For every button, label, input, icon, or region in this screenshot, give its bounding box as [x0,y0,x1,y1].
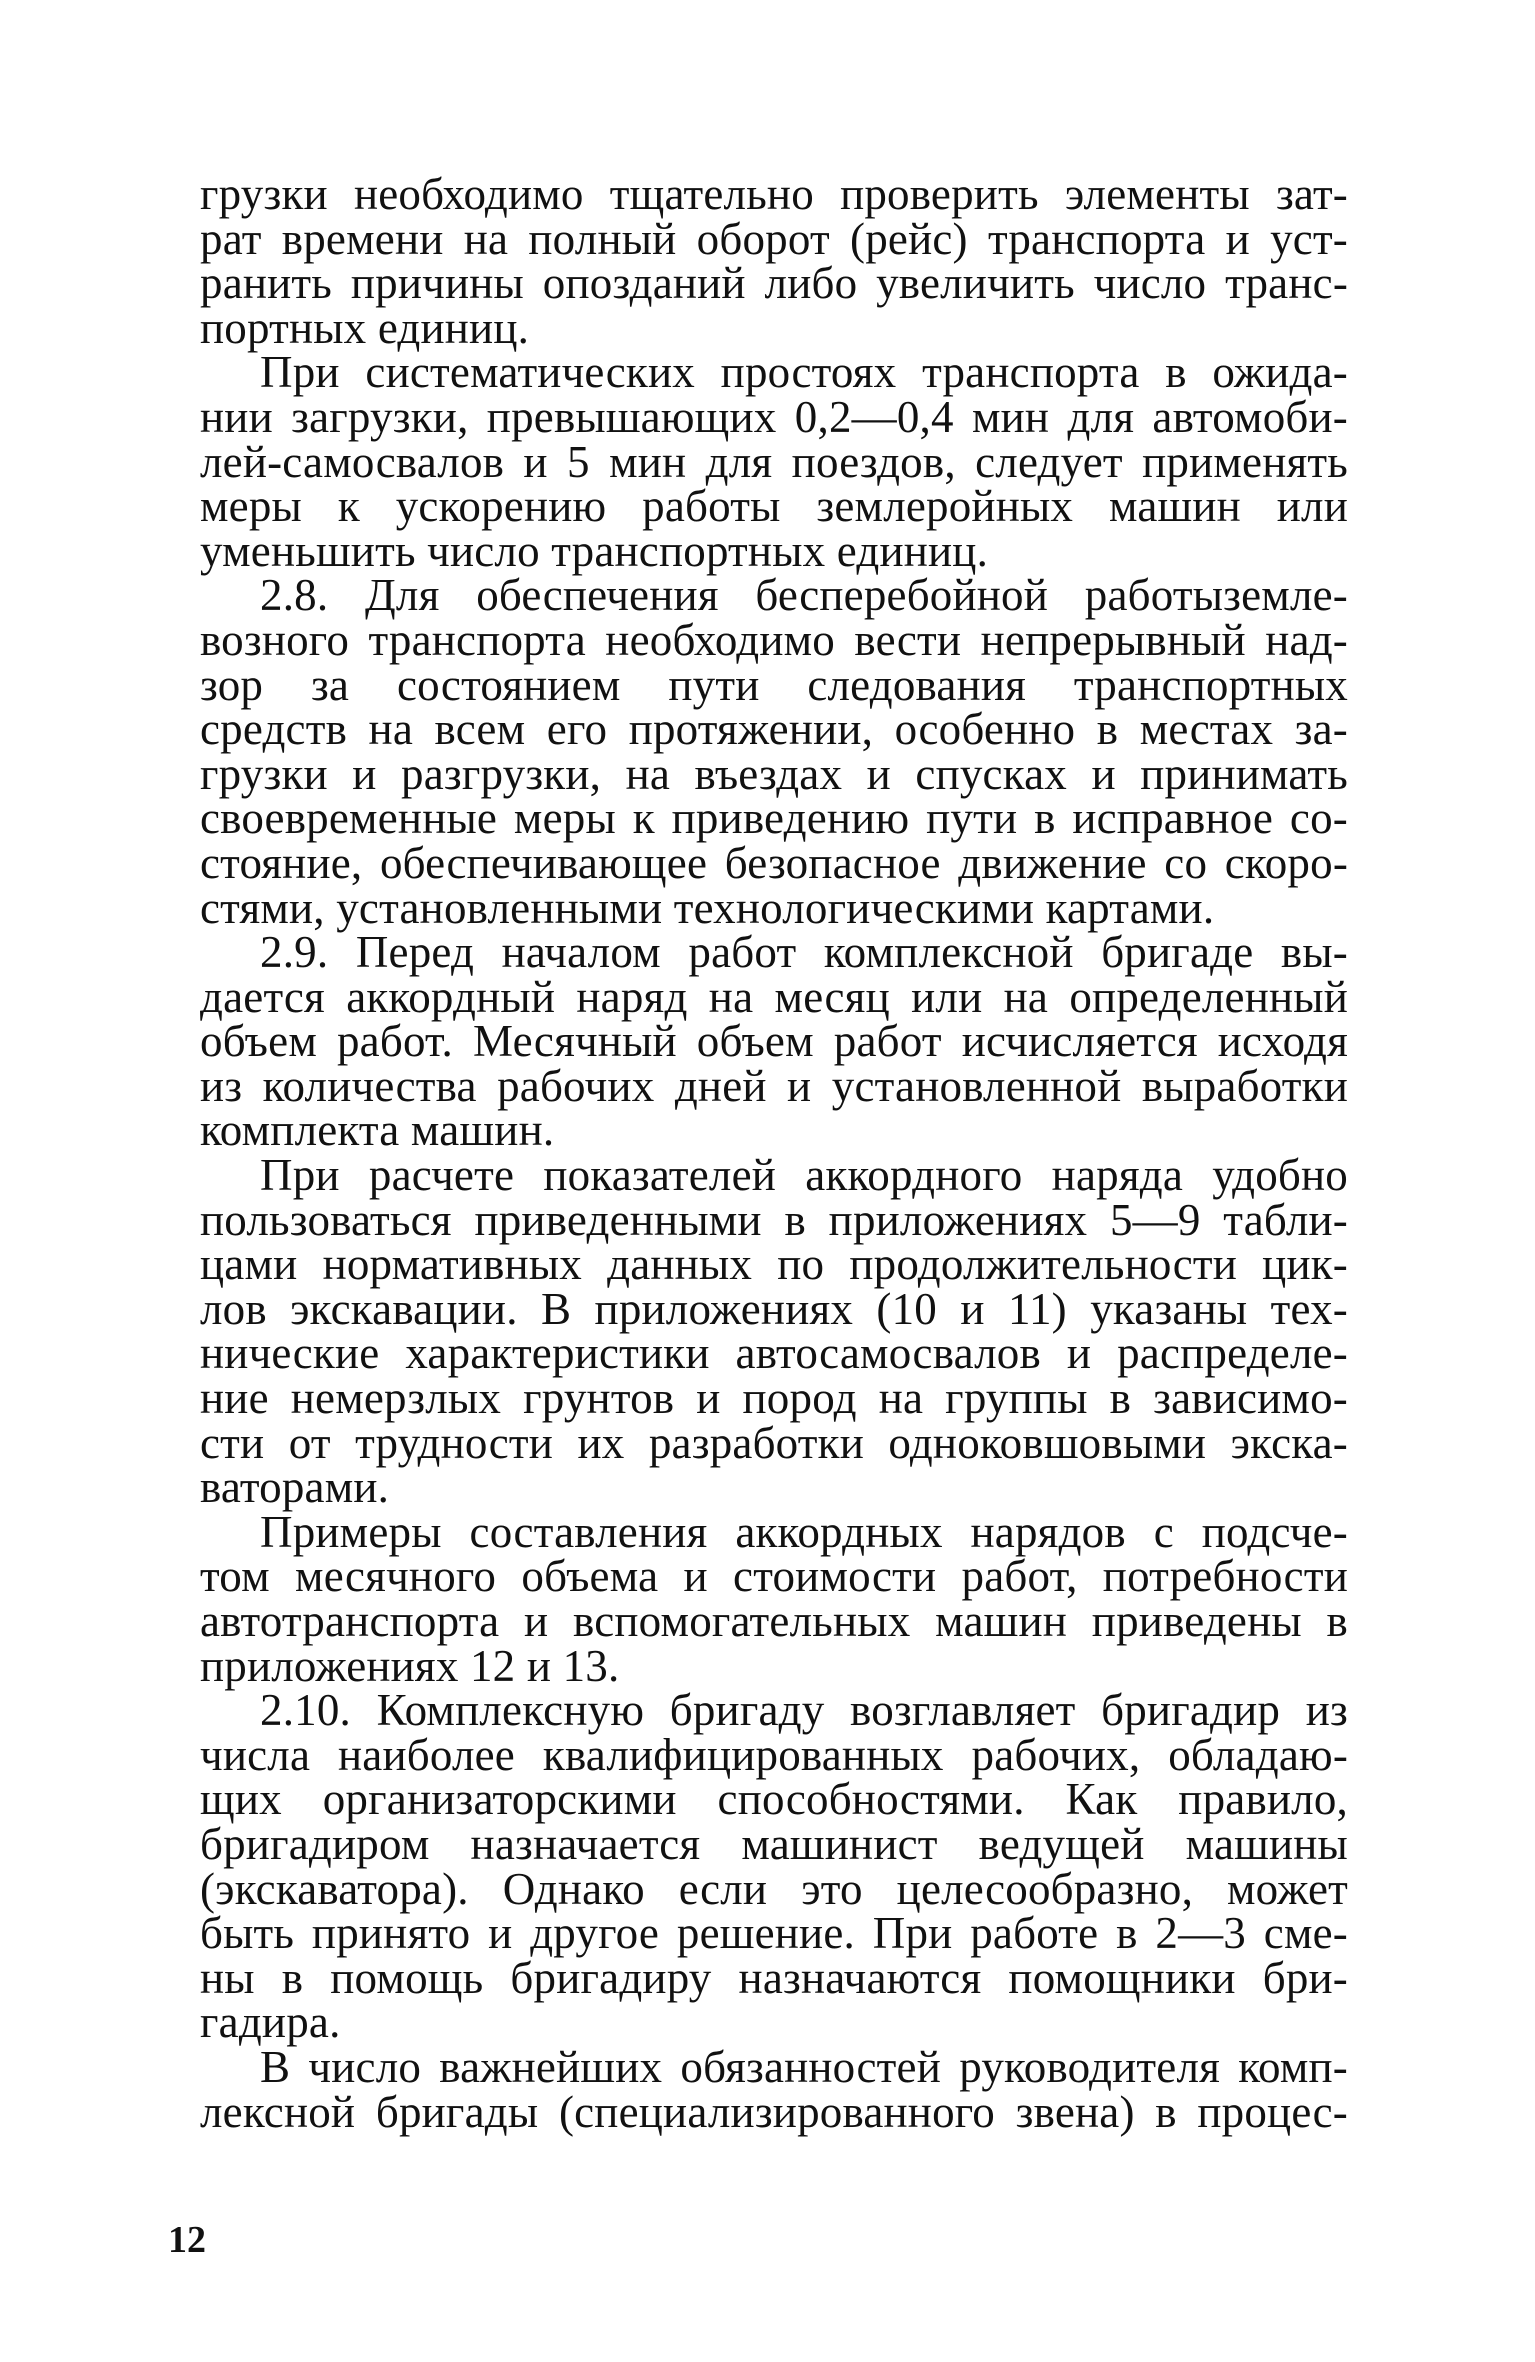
text-line: нии загрузки, превышающих 0,2—0,4 мин для автомоби- [200,391,1348,442]
paragraph-examples [200,1506,1348,1691]
text-line: том месячного объема и стоимости работ, потребности [200,1551,1348,1602]
text-line: щих организаторскими способностями. Как правило, [200,1774,1348,1825]
text-line: лов экскавации. В приложениях (10 и 11) указаны тех- [200,1283,1348,1334]
text-line: средств на всем его протяжении, особенно в местах за- [200,704,1348,755]
text-line: ваторами. [200,1462,390,1513]
text-line: 2.10. Комплексную бригаду возглавляет бригадир из [260,1685,1348,1736]
text-line: автотранспорта и вспомогательных машин приведены в [200,1596,1348,1646]
text-line: бригадиром назначается машинист ведущей машины [200,1818,1348,1869]
paragraph-duties [200,2041,1348,2137]
paragraph-2-8 [200,570,1348,933]
text-line: быть принято и другое решение. При работе в 2—3 сме- [200,1908,1348,1959]
text-line: лей-самосвалов и 5 мин для поездов, следует применять [200,436,1348,487]
text-line: При систематических простоях транспорта в ожида- [260,347,1348,398]
text-line: из количества рабочих дней и установленной выработки [200,1060,1348,1111]
text-line: 2.9. Перед началом работ комплексной бригаде вы- [260,927,1348,978]
text-line: портных единиц. [200,302,530,353]
text-line: комплекта машин. [200,1105,555,1156]
text-line: стояние, обеспечивающее безопасное движение со скоро- [200,837,1348,888]
text-line: сти от трудности их разработки одноковшовыми экска- [200,1417,1348,1468]
text-line: лексной бригады (специализированного звена) в процес- [200,2086,1348,2137]
page-number: 12 [168,2219,206,2261]
text-line: стями, установленными технологическими картами. [200,882,1215,933]
text-line: ранить причины опозданий либо увеличить число транс- [200,258,1348,309]
text-line: дается аккордный наряд на месяц или на определенный [200,971,1348,1022]
document-page [200,169,1348,2137]
text-line: Примеры составления аккордных нарядов с подсче- [260,1506,1348,1557]
text-line: меры к ускорению работы землеройных машин или [200,481,1348,532]
text-line: пользоваться приведенными в приложениях 5—9 табли- [200,1194,1348,1245]
text-line: ние немерзлых грунтов и пород на группы в зависимо- [200,1373,1348,1424]
text-line: 2.8. Для обеспечения бесперебойной работыземле- [260,570,1348,621]
text-line: числа наиболее квалифицированных рабочих, обладаю- [200,1729,1348,1780]
text-line: В число важнейших обязанностей руководителя комп- [260,2041,1348,2092]
paragraph-calculation [200,1150,1348,1513]
paragraph-2-9 [200,927,1348,1156]
text-line: При расчете показателей аккордного наряда удобно [260,1150,1348,1201]
text-line: рат времени на полный оборот (рейс) транспорта и уст- [200,213,1348,264]
text-line: грузки необходимо тщательно проверить элементы зат- [200,169,1348,219]
text-line: грузки и разгрузки, на въездах и спусках и принимать [200,748,1348,799]
text-line: (экскаватора). Однако если это целесообразно, может [200,1863,1348,1914]
text-line: уменьшить число транспортных единиц. [200,525,989,576]
text-line: зор за состоянием пути следования транспортных [200,659,1348,710]
text-line: гадира. [200,1997,341,2048]
paragraph-2 [200,347,1348,576]
paragraph-2-10 [200,1685,1348,2048]
text-line: цами нормативных данных по продолжительности цик- [200,1239,1348,1290]
text-line: своевременные меры к приведению пути в исправное со- [200,793,1348,844]
text-line: возного транспорта необходимо вести непрерывный над- [200,614,1348,665]
text-line: нические характеристики автосамосвалов и распределе- [200,1328,1348,1379]
text-line: объем работ. Месячный объем работ исчисляется исходя [200,1016,1348,1067]
paragraph-1 [200,169,1348,353]
text-line: приложениях 12 и 13. [200,1640,620,1691]
text-line: ны в помощь бригадиру назначаются помощники бри- [200,1952,1348,2003]
